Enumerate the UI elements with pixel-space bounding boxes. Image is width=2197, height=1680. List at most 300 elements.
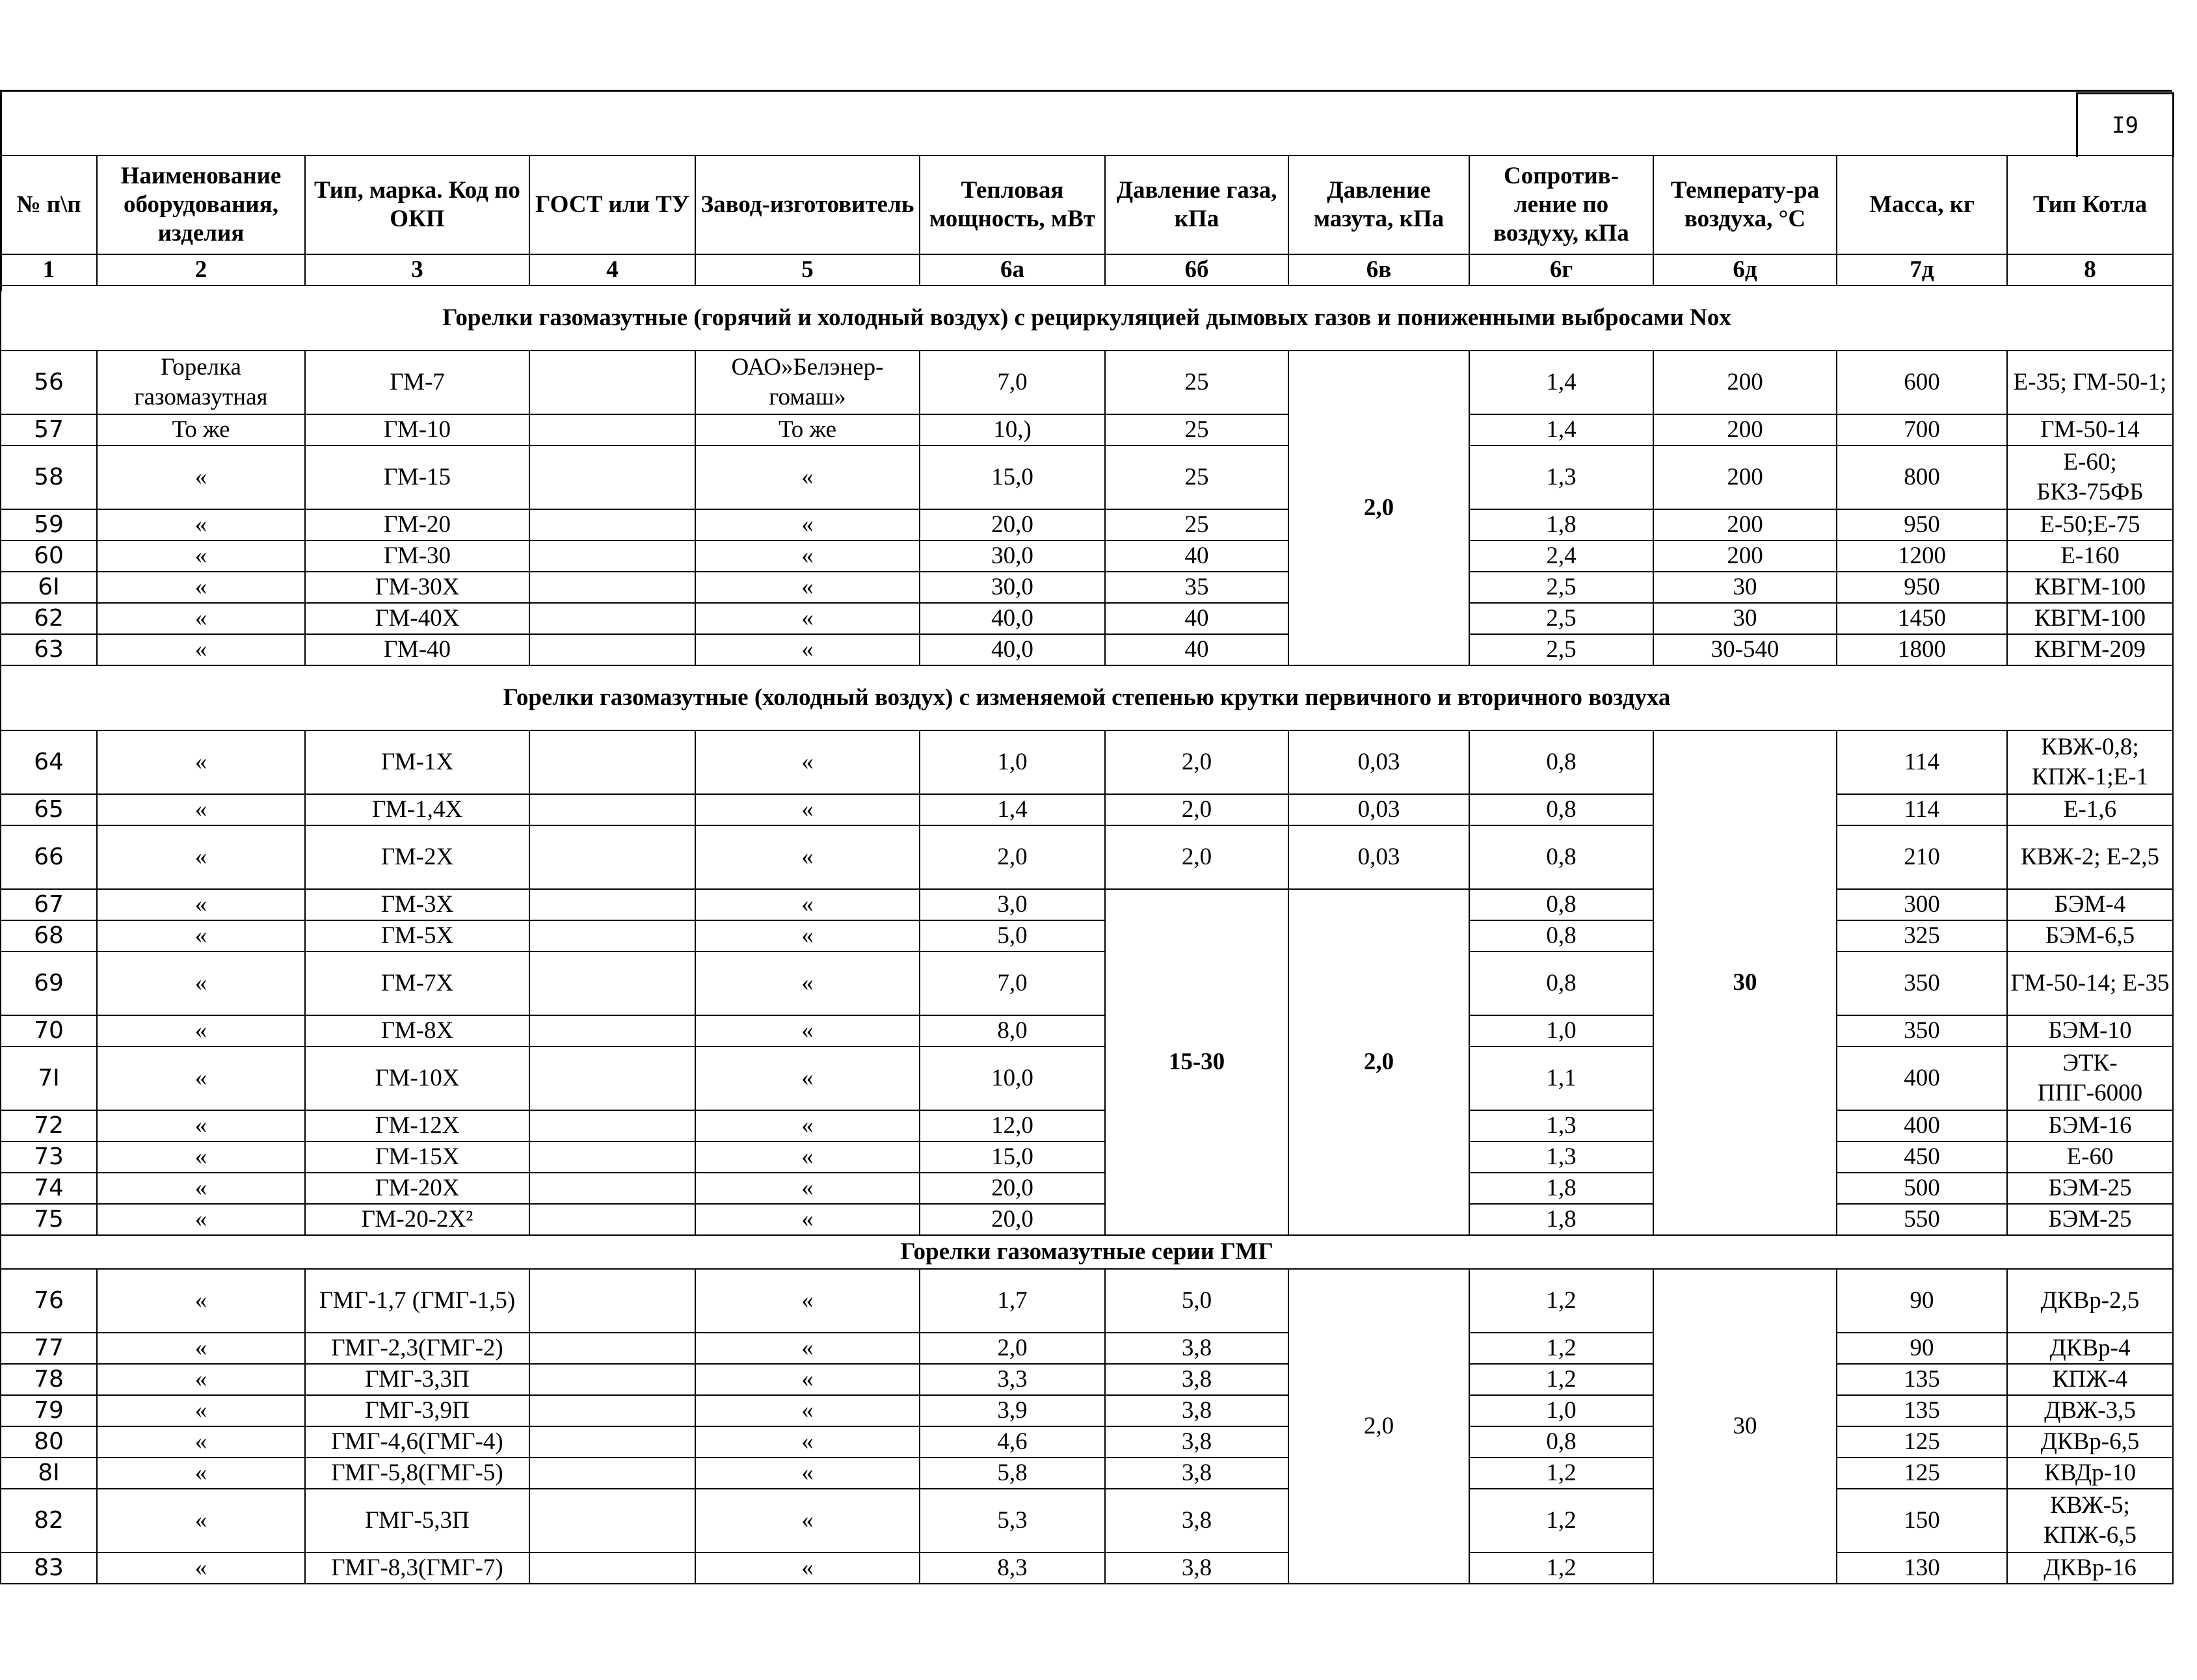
col-number: 1 bbox=[1, 254, 97, 286]
cell-kotel: Е-50;Е-75 bbox=[2007, 509, 2173, 540]
cell-mazut: 0,03 bbox=[1288, 730, 1469, 794]
cell-gas: 25 bbox=[1105, 446, 1288, 509]
cell-kotel: Е-35; ГМ-50-1; bbox=[2007, 351, 2173, 414]
cell-gas: 40 bbox=[1105, 603, 1288, 634]
cell-zavod: « bbox=[695, 1173, 920, 1204]
cell-kotel: Е-160 bbox=[2007, 540, 2173, 572]
cell-resistance: 1,0 bbox=[1469, 1395, 1653, 1426]
cell-power: 5,8 bbox=[920, 1458, 1105, 1489]
cell-temp: 200 bbox=[1653, 351, 1837, 414]
cell-name: « bbox=[97, 509, 305, 540]
cell-type: ГМ-15Х bbox=[305, 1141, 529, 1173]
cell-power: 3,3 bbox=[920, 1364, 1105, 1395]
cell-mass: 125 bbox=[1837, 1426, 2007, 1458]
cell-zavod: « bbox=[695, 1458, 920, 1489]
section-title-row bbox=[1, 286, 2173, 351]
cell-gost bbox=[529, 603, 695, 634]
cell-power: 40,0 bbox=[920, 603, 1105, 634]
cell-num: 66 bbox=[1, 825, 97, 889]
cell-mass: 1800 bbox=[1837, 634, 2007, 665]
cell-type: ГМ-30 bbox=[305, 540, 529, 572]
cell-zavod: То же bbox=[695, 414, 920, 446]
cell-gost bbox=[529, 1395, 695, 1426]
cell-zavod: « bbox=[695, 794, 920, 825]
cell-type: ГМГ-1,7 (ГМГ-1,5) bbox=[305, 1269, 529, 1333]
cell-gost bbox=[529, 1204, 695, 1235]
cell-gost bbox=[529, 1047, 695, 1110]
cell-power: 4,6 bbox=[920, 1426, 1105, 1458]
cell-num: 79 bbox=[1, 1395, 97, 1426]
cell-mass: 325 bbox=[1837, 920, 2007, 952]
table-row bbox=[1, 1047, 2173, 1110]
cell-gas: 5,0 bbox=[1105, 1269, 1288, 1333]
cell-num: 7I bbox=[1, 1047, 97, 1110]
cell-kotel: ГМ-50-14; Е-35 bbox=[2007, 952, 2173, 1015]
cell-zavod: « bbox=[695, 1204, 920, 1235]
cell-power: 1,0 bbox=[920, 730, 1105, 794]
col-header: Давление мазута, кПа bbox=[1288, 155, 1469, 254]
cell-power: 7,0 bbox=[920, 351, 1105, 414]
col-number: 2 bbox=[97, 254, 305, 286]
cell-resistance: 1,4 bbox=[1469, 414, 1653, 446]
cell-mass: 130 bbox=[1837, 1553, 2007, 1584]
cell-resistance: 2,4 bbox=[1469, 540, 1653, 572]
section-title: Горелки газомазутные серии ГМГ bbox=[1, 1235, 2173, 1269]
table-row bbox=[1, 603, 2173, 634]
cell-zavod: « bbox=[695, 1364, 920, 1395]
col-number: 6г bbox=[1469, 254, 1653, 286]
cell-num: 75 bbox=[1, 1204, 97, 1235]
cell-type: ГМ-1,4Х bbox=[305, 794, 529, 825]
table-row bbox=[1, 351, 2173, 414]
table-row bbox=[1, 1489, 2173, 1553]
cell-gost bbox=[529, 1364, 695, 1395]
cell-name: « bbox=[97, 952, 305, 1015]
cell-resistance: 0,8 bbox=[1469, 889, 1653, 920]
cell-kotel: ДКВр-6,5 bbox=[2007, 1426, 2173, 1458]
cell-gost bbox=[529, 920, 695, 952]
cell-gost bbox=[529, 1426, 695, 1458]
cell-kotel: БЭМ-16 bbox=[2007, 1110, 2173, 1141]
col-header: № п\п bbox=[1, 155, 97, 254]
col-number: 7д bbox=[1837, 254, 2007, 286]
cell-resistance: 1,2 bbox=[1469, 1333, 1653, 1364]
cell-name: « bbox=[97, 540, 305, 572]
cell-gost bbox=[529, 540, 695, 572]
cell-zavod: « bbox=[695, 1269, 920, 1333]
cell-type: ГМ-20Х bbox=[305, 1173, 529, 1204]
cell-resistance: 1,0 bbox=[1469, 1015, 1653, 1047]
cell-resistance: 0,8 bbox=[1469, 794, 1653, 825]
cell-mass: 950 bbox=[1837, 509, 2007, 540]
cell-resistance: 0,8 bbox=[1469, 1426, 1653, 1458]
table-row bbox=[1, 634, 2173, 665]
cell-type: ГМ-10 bbox=[305, 414, 529, 446]
col-header: Тип, марка. Код по ОКП bbox=[305, 155, 529, 254]
cell-temp: 30 bbox=[1653, 603, 1837, 634]
cell-type: ГМ-8Х bbox=[305, 1015, 529, 1047]
cell-zavod: « bbox=[695, 825, 920, 889]
cell-gas: 3,8 bbox=[1105, 1458, 1288, 1489]
col-header: Давление газа, кПа bbox=[1105, 155, 1288, 254]
cell-type: ГМГ-8,3(ГМГ-7) bbox=[305, 1553, 529, 1584]
cell-type: ГМГ-5,8(ГМГ-5) bbox=[305, 1458, 529, 1489]
cell-power: 10,0 bbox=[920, 1047, 1105, 1110]
cell-mass: 150 bbox=[1837, 1489, 2007, 1553]
cell-power: 15,0 bbox=[920, 1141, 1105, 1173]
cell-power: 40,0 bbox=[920, 634, 1105, 665]
cell-kotel: КВЖ-2; Е-2,5 bbox=[2007, 825, 2173, 889]
cell-type: ГМ-7Х bbox=[305, 952, 529, 1015]
cell-resistance: 2,5 bbox=[1469, 634, 1653, 665]
cell-name: « bbox=[97, 889, 305, 920]
cell-type: ГМГ-3,9П bbox=[305, 1395, 529, 1426]
cell-power: 3,9 bbox=[920, 1395, 1105, 1426]
column-number-row bbox=[1, 254, 2173, 286]
cell-name: « bbox=[97, 1173, 305, 1204]
cell-zavod: « bbox=[695, 446, 920, 509]
col-number: 6б bbox=[1105, 254, 1288, 286]
table-row bbox=[1, 1364, 2173, 1395]
cell-kotel: КВГМ-100 bbox=[2007, 603, 2173, 634]
cell-resistance: 1,2 bbox=[1469, 1553, 1653, 1584]
cell-zavod: « bbox=[695, 1395, 920, 1426]
cell-kotel: КВГМ-100 bbox=[2007, 572, 2173, 603]
cell-name: « bbox=[97, 634, 305, 665]
cell-gas: 3,8 bbox=[1105, 1395, 1288, 1426]
cell-zavod: « bbox=[695, 730, 920, 794]
table-row bbox=[1, 1110, 2173, 1141]
top-rule bbox=[0, 90, 2172, 92]
cell-gas: 3,8 bbox=[1105, 1489, 1288, 1553]
cell-num: 57 bbox=[1, 414, 97, 446]
cell-temp: 200 bbox=[1653, 446, 1837, 509]
cell-name: То же bbox=[97, 414, 305, 446]
cell-mass: 114 bbox=[1837, 730, 2007, 794]
cell-gas: 2,0 bbox=[1105, 794, 1288, 825]
cell-name: « bbox=[97, 572, 305, 603]
cell-zavod: « bbox=[695, 603, 920, 634]
cell-gost bbox=[529, 1269, 695, 1333]
cell-gas: 2,0 bbox=[1105, 730, 1288, 794]
cell-resistance: 1,3 bbox=[1469, 446, 1653, 509]
cell-kotel: БЭМ-4 bbox=[2007, 889, 2173, 920]
cell-zavod: « bbox=[695, 540, 920, 572]
cell-gost bbox=[529, 572, 695, 603]
cell-kotel: КВДр-10 bbox=[2007, 1458, 2173, 1489]
cell-gas: 3,8 bbox=[1105, 1364, 1288, 1395]
cell-gas: 3,8 bbox=[1105, 1333, 1288, 1364]
cell-power: 7,0 bbox=[920, 952, 1105, 1015]
section-title: Горелки газомазутные (горячий и холодный воздух) с рециркуляцией дымовых газов и пониженными выбросами Nox bbox=[1, 286, 2173, 351]
cell-gas: 25 bbox=[1105, 509, 1288, 540]
cell-kotel: БЭМ-25 bbox=[2007, 1173, 2173, 1204]
cell-num: 6I bbox=[1, 572, 97, 603]
cell-power: 5,3 bbox=[920, 1489, 1105, 1553]
cell-num: 83 bbox=[1, 1553, 97, 1584]
cell-type: ГМ-7 bbox=[305, 351, 529, 414]
cell-name: « bbox=[97, 1426, 305, 1458]
cell-temp: 200 bbox=[1653, 540, 1837, 572]
cell-name: « bbox=[97, 1269, 305, 1333]
cell-gas: 2,0 bbox=[1105, 825, 1288, 889]
page-number: I9 bbox=[2076, 92, 2174, 157]
table-row bbox=[1, 1173, 2173, 1204]
cell-mazut-merged: 2,0 bbox=[1288, 1269, 1469, 1584]
cell-temp: 30-540 bbox=[1653, 634, 1837, 665]
cell-mass: 700 bbox=[1837, 414, 2007, 446]
cell-type: ГМ-15 bbox=[305, 446, 529, 509]
cell-resistance: 2,5 bbox=[1469, 572, 1653, 603]
document-page bbox=[0, 90, 2172, 1612]
cell-type: ГМ-40Х bbox=[305, 603, 529, 634]
cell-gas: 40 bbox=[1105, 634, 1288, 665]
cell-power: 8,3 bbox=[920, 1553, 1105, 1584]
cell-resistance: 2,5 bbox=[1469, 603, 1653, 634]
table-row bbox=[1, 1333, 2173, 1364]
col-header: Тепловая мощность, мВт bbox=[920, 155, 1105, 254]
cell-mass: 210 bbox=[1837, 825, 2007, 889]
table-row bbox=[1, 446, 2173, 509]
table-row bbox=[1, 825, 2173, 889]
equipment-table bbox=[0, 155, 2174, 1584]
cell-kotel: КВЖ-0,8; КПЖ-1;Е-1 bbox=[2007, 730, 2173, 794]
cell-power: 15,0 bbox=[920, 446, 1105, 509]
cell-gost bbox=[529, 1015, 695, 1047]
table-row bbox=[1, 572, 2173, 603]
section-title-row bbox=[1, 1235, 2173, 1269]
cell-type: ГМ-20 bbox=[305, 509, 529, 540]
col-header: Тип Котла bbox=[2007, 155, 2173, 254]
cell-power: 30,0 bbox=[920, 572, 1105, 603]
cell-type: ГМ-20-2Х² bbox=[305, 1204, 529, 1235]
cell-mass: 114 bbox=[1837, 794, 2007, 825]
cell-zavod: ОАО»Белэнер-гомаш» bbox=[695, 351, 920, 414]
cell-gas: 40 bbox=[1105, 540, 1288, 572]
cell-type: ГМ-5Х bbox=[305, 920, 529, 952]
cell-kotel: КПЖ-4 bbox=[2007, 1364, 2173, 1395]
table-row bbox=[1, 730, 2173, 794]
section-title: Горелки газомазутные (холодный воздух) с изменяемой степенью крутки первичного и вторичного воздуха bbox=[1, 665, 2173, 730]
cell-name: « bbox=[97, 603, 305, 634]
cell-num: 58 bbox=[1, 446, 97, 509]
table-row bbox=[1, 540, 2173, 572]
cell-mass: 400 bbox=[1837, 1047, 2007, 1110]
cell-kotel: ДВЖ-3,5 bbox=[2007, 1395, 2173, 1426]
cell-gost bbox=[529, 1489, 695, 1553]
col-number: 5 bbox=[695, 254, 920, 286]
cell-type: ГМГ-2,3(ГМГ-2) bbox=[305, 1333, 529, 1364]
table-row bbox=[1, 414, 2173, 446]
cell-power: 2,0 bbox=[920, 1333, 1105, 1364]
cell-power: 12,0 bbox=[920, 1110, 1105, 1141]
cell-type: ГМГ-5,3П bbox=[305, 1489, 529, 1553]
section-title-row bbox=[1, 665, 2173, 730]
cell-mass: 350 bbox=[1837, 952, 2007, 1015]
cell-kotel: Е-60; БКЗ-75ФБ bbox=[2007, 446, 2173, 509]
cell-resistance: 1,2 bbox=[1469, 1269, 1653, 1333]
cell-zavod: « bbox=[695, 572, 920, 603]
table-row bbox=[1, 1141, 2173, 1173]
cell-power: 10,) bbox=[920, 414, 1105, 446]
cell-gost bbox=[529, 1458, 695, 1489]
cell-kotel: БЭМ-6,5 bbox=[2007, 920, 2173, 952]
cell-gas: 25 bbox=[1105, 351, 1288, 414]
col-number: 8 bbox=[2007, 254, 2173, 286]
cell-type: ГМ-3Х bbox=[305, 889, 529, 920]
cell-mass: 400 bbox=[1837, 1110, 2007, 1141]
cell-num: 72 bbox=[1, 1110, 97, 1141]
cell-name: « bbox=[97, 1047, 305, 1110]
col-number: 3 bbox=[305, 254, 529, 286]
cell-gas: 35 bbox=[1105, 572, 1288, 603]
cell-zavod: « bbox=[695, 1553, 920, 1584]
cell-mazut-merged: 2,0 bbox=[1288, 351, 1469, 665]
cell-gost bbox=[529, 414, 695, 446]
cell-num: 69 bbox=[1, 952, 97, 1015]
cell-type: ГМ-2Х bbox=[305, 825, 529, 889]
cell-kotel: ГМ-50-14 bbox=[2007, 414, 2173, 446]
cell-num: 56 bbox=[1, 351, 97, 414]
cell-name: « bbox=[97, 920, 305, 952]
cell-power: 3,0 bbox=[920, 889, 1105, 920]
cell-power: 8,0 bbox=[920, 1015, 1105, 1047]
cell-num: 68 bbox=[1, 920, 97, 952]
cell-type: ГМ-30Х bbox=[305, 572, 529, 603]
cell-type: ГМ-40 bbox=[305, 634, 529, 665]
col-header: ГОСТ или ТУ bbox=[529, 155, 695, 254]
cell-name: « bbox=[97, 1015, 305, 1047]
cell-power: 30,0 bbox=[920, 540, 1105, 572]
cell-mass: 800 bbox=[1837, 446, 2007, 509]
cell-gost bbox=[529, 351, 695, 414]
cell-num: 62 bbox=[1, 603, 97, 634]
cell-gost bbox=[529, 1333, 695, 1364]
cell-kotel: Е-1,6 bbox=[2007, 794, 2173, 825]
cell-type: ГМГ-4,6(ГМГ-4) bbox=[305, 1426, 529, 1458]
cell-name: « bbox=[97, 794, 305, 825]
cell-zavod: « bbox=[695, 1489, 920, 1553]
table-row bbox=[1, 1269, 2173, 1333]
cell-num: 67 bbox=[1, 889, 97, 920]
cell-name: « bbox=[97, 1364, 305, 1395]
cell-name: « bbox=[97, 1489, 305, 1553]
cell-zavod: « bbox=[695, 509, 920, 540]
cell-resistance: 1,1 bbox=[1469, 1047, 1653, 1110]
cell-mass: 90 bbox=[1837, 1333, 2007, 1364]
cell-resistance: 1,4 bbox=[1469, 351, 1653, 414]
cell-resistance: 1,8 bbox=[1469, 1173, 1653, 1204]
table-row bbox=[1, 889, 2173, 920]
col-header: Температу-ра воздуха, °С bbox=[1653, 155, 1837, 254]
cell-mass: 350 bbox=[1837, 1015, 2007, 1047]
cell-gost bbox=[529, 1110, 695, 1141]
cell-kotel: Е-60 bbox=[2007, 1141, 2173, 1173]
cell-resistance: 1,3 bbox=[1469, 1110, 1653, 1141]
cell-name: « bbox=[97, 1141, 305, 1173]
cell-power: 2,0 bbox=[920, 825, 1105, 889]
cell-gas: 25 bbox=[1105, 414, 1288, 446]
cell-resistance: 1,2 bbox=[1469, 1458, 1653, 1489]
cell-kotel: БЭМ-10 bbox=[2007, 1015, 2173, 1047]
cell-kotel: ДКВр-4 bbox=[2007, 1333, 2173, 1364]
cell-num: 80 bbox=[1, 1426, 97, 1458]
cell-num: 65 bbox=[1, 794, 97, 825]
cell-num: 59 bbox=[1, 509, 97, 540]
cell-mazut: 0,03 bbox=[1288, 794, 1469, 825]
cell-zavod: « bbox=[695, 1015, 920, 1047]
cell-mass: 1200 bbox=[1837, 540, 2007, 572]
cell-num: 64 bbox=[1, 730, 97, 794]
cell-gost bbox=[529, 634, 695, 665]
cell-resistance: 1,8 bbox=[1469, 1204, 1653, 1235]
header-row bbox=[1, 155, 2173, 254]
cell-gost bbox=[529, 825, 695, 889]
cell-resistance: 1,2 bbox=[1469, 1489, 1653, 1553]
cell-gas: 3,8 bbox=[1105, 1426, 1288, 1458]
cell-num: 78 bbox=[1, 1364, 97, 1395]
cell-kotel: ДКВр-16 bbox=[2007, 1553, 2173, 1584]
cell-zavod: « bbox=[695, 1141, 920, 1173]
cell-resistance: 1,3 bbox=[1469, 1141, 1653, 1173]
cell-mass: 500 bbox=[1837, 1173, 2007, 1204]
cell-zavod: « bbox=[695, 634, 920, 665]
cell-gost bbox=[529, 509, 695, 540]
cell-num: 76 bbox=[1, 1269, 97, 1333]
cell-power: 20,0 bbox=[920, 509, 1105, 540]
table-row bbox=[1, 1426, 2173, 1458]
cell-zavod: « bbox=[695, 1110, 920, 1141]
cell-gas: 3,8 bbox=[1105, 1553, 1288, 1584]
col-header: Масса, кг bbox=[1837, 155, 2007, 254]
cell-type: ГМ-12Х bbox=[305, 1110, 529, 1141]
cell-kotel: ДКВр-2,5 bbox=[2007, 1269, 2173, 1333]
cell-gost bbox=[529, 952, 695, 1015]
cell-num: 77 bbox=[1, 1333, 97, 1364]
cell-zavod: « bbox=[695, 889, 920, 920]
cell-kotel: КВЖ-5; КПЖ-6,5 bbox=[2007, 1489, 2173, 1553]
cell-resistance: 1,2 bbox=[1469, 1364, 1653, 1395]
col-header: Наименование оборудования, изделия bbox=[97, 155, 305, 254]
cell-mazut: 0,03 bbox=[1288, 825, 1469, 889]
cell-kotel: КВГМ-209 bbox=[2007, 634, 2173, 665]
cell-name: « bbox=[97, 1395, 305, 1426]
table-row bbox=[1, 1395, 2173, 1426]
cell-num: 74 bbox=[1, 1173, 97, 1204]
cell-mass: 125 bbox=[1837, 1458, 2007, 1489]
cell-temp-merged: 30 bbox=[1653, 1269, 1837, 1584]
cell-mass: 450 bbox=[1837, 1141, 2007, 1173]
cell-type: ГМ-10Х bbox=[305, 1047, 529, 1110]
cell-resistance: 0,8 bbox=[1469, 920, 1653, 952]
cell-name: « bbox=[97, 1204, 305, 1235]
table-row bbox=[1, 952, 2173, 1015]
cell-zavod: « bbox=[695, 920, 920, 952]
cell-gost bbox=[529, 794, 695, 825]
cell-mass: 90 bbox=[1837, 1269, 2007, 1333]
cell-mass: 135 bbox=[1837, 1395, 2007, 1426]
cell-gost bbox=[529, 1173, 695, 1204]
cell-mass: 1450 bbox=[1837, 603, 2007, 634]
cell-zavod: « bbox=[695, 952, 920, 1015]
cell-num: 70 bbox=[1, 1015, 97, 1047]
cell-resistance: 0,8 bbox=[1469, 952, 1653, 1015]
cell-gost bbox=[529, 1553, 695, 1584]
cell-power: 20,0 bbox=[920, 1173, 1105, 1204]
cell-gost bbox=[529, 446, 695, 509]
cell-name: « bbox=[97, 825, 305, 889]
table-row bbox=[1, 1553, 2173, 1584]
